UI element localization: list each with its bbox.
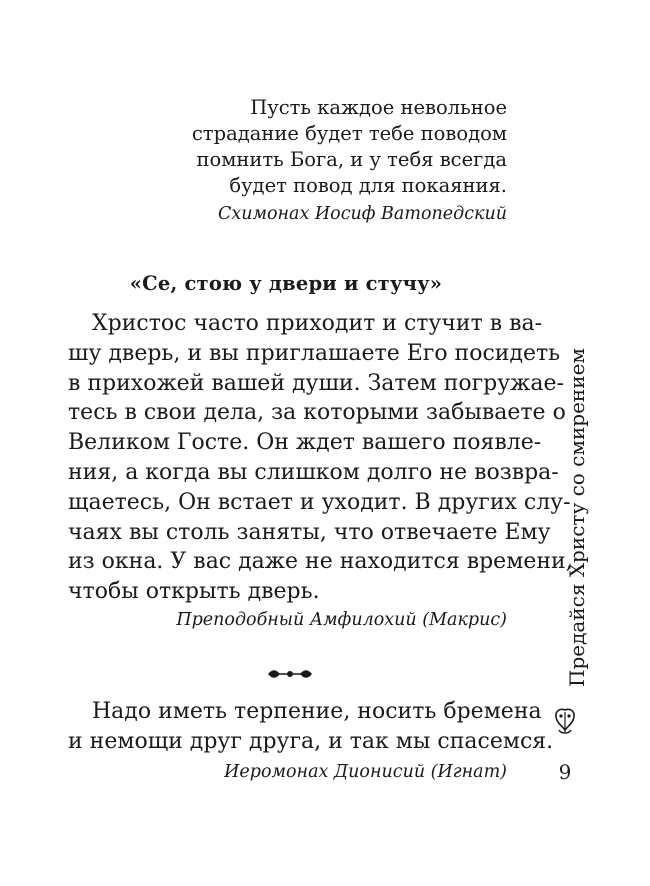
ornament-divider-icon bbox=[266, 665, 314, 683]
section-heading: «Се, стою у двери и стучу» bbox=[129, 272, 443, 295]
section-paragraph bbox=[68, 309, 573, 607]
epigraph-line: помнить Бога, и у тебя всегда bbox=[196, 148, 507, 171]
paragraph-line: в прихожей вашей души. Затем погружае- bbox=[68, 370, 564, 396]
paragraph-line: Надо иметь терпение, носить бремена bbox=[92, 699, 542, 724]
paragraph-line: щаетесь, Он встает и уходит. В других слу- bbox=[68, 489, 571, 515]
epigraph-line: будет повод для покаяния. bbox=[229, 174, 507, 197]
paragraph-line: чтобы открыть дверь. bbox=[68, 579, 320, 605]
paragraph-line: тесь в свои дела, за которыми забываете о bbox=[68, 400, 566, 426]
paragraph-line: Христос часто приходит и стучит в ва- bbox=[92, 311, 543, 336]
paragraph-line: из окна. У вас даже не находится времени, bbox=[68, 549, 573, 575]
book-title: Предайся Христу со смирением bbox=[565, 348, 589, 687]
epigraph-line: страдание будет тебе поводом bbox=[191, 122, 507, 145]
paragraph-line: и немощи друг друга, и так мы спасемся. bbox=[68, 728, 554, 754]
section-author: Преподобный Амфилохий (Макрис) bbox=[176, 610, 507, 630]
epigraph-line: Пусть каждое невольное bbox=[250, 96, 507, 119]
paragraph-line: ния, а когда вы слишком долго не возвра- bbox=[68, 459, 559, 485]
quote-author: Иеромонах Дионисий (Игнат) bbox=[224, 762, 507, 782]
epigraph bbox=[167, 95, 507, 227]
epigraph-author: Схимонах Иосиф Ватопедский bbox=[217, 204, 507, 224]
twin-birds-emblem-icon bbox=[551, 706, 579, 738]
paragraph-line: чаях вы столь заняты, что отвечаете Ему bbox=[68, 519, 551, 545]
paragraph-line: Великом Госте. Он ждет вашего появле- bbox=[68, 430, 542, 456]
page-number: 9 bbox=[558, 760, 572, 784]
quote-paragraph bbox=[68, 697, 554, 757]
paragraph-line: шу дверь, и вы приглашаете Его посидеть bbox=[68, 340, 561, 366]
